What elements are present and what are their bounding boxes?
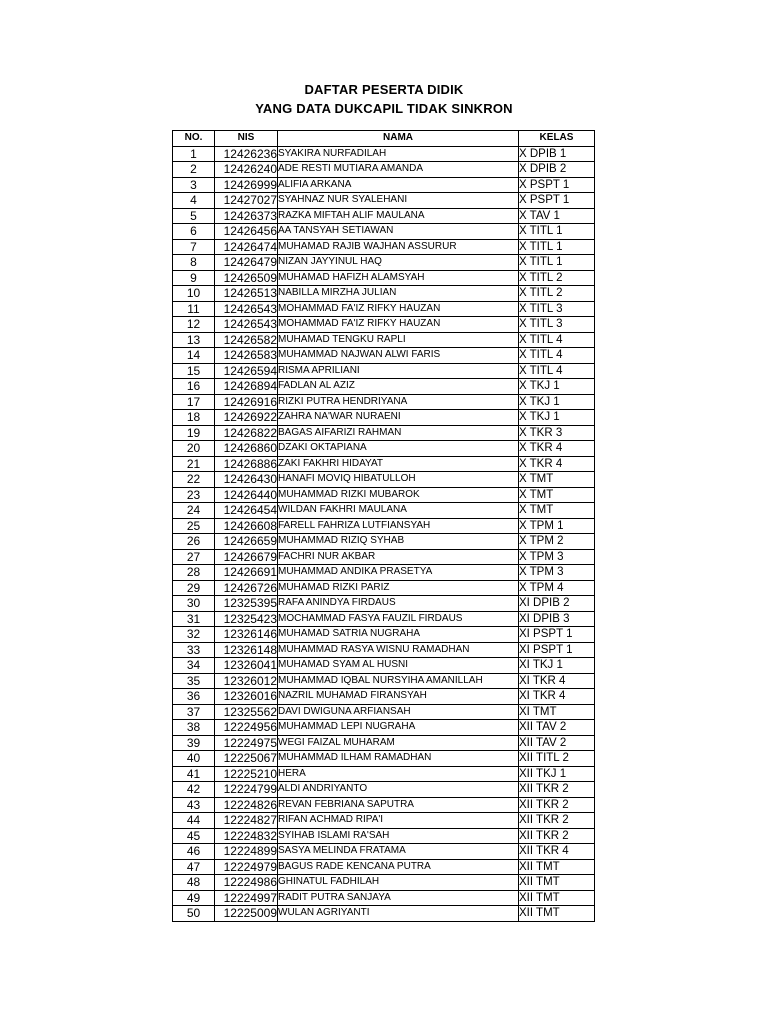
- cell-no: 18: [173, 410, 215, 426]
- header-kelas: KELAS: [519, 131, 595, 147]
- cell-nis: 12325423: [215, 611, 278, 627]
- cell-nis: 12225009: [215, 906, 278, 922]
- cell-nis: 12426608: [215, 518, 278, 534]
- table-row: [173, 859, 595, 875]
- table-row: [173, 456, 595, 472]
- cell-no: 1: [173, 146, 215, 162]
- cell-nama: ZAKI FAKHRI HIDAYAT: [278, 456, 519, 472]
- table-row: [173, 534, 595, 550]
- table-row: [173, 658, 595, 674]
- table-row: [173, 286, 595, 302]
- cell-kelas: X TITL 1: [519, 224, 595, 240]
- cell-nama: HERA: [278, 766, 519, 782]
- cell-nama: WULAN AGRIYANTI: [278, 906, 519, 922]
- cell-nama: RADIT PUTRA SANJAYA: [278, 890, 519, 906]
- cell-kelas: X TPM 3: [519, 549, 595, 565]
- cell-nama: MUHAMAD SATRIA NUGRAHA: [278, 627, 519, 643]
- cell-kelas: XII TMT: [519, 890, 595, 906]
- cell-nama: NIZAN JAYYINUL HAQ: [278, 255, 519, 271]
- cell-kelas: XI TMT: [519, 704, 595, 720]
- cell-kelas: X PSPT 1: [519, 177, 595, 193]
- cell-kelas: XII TAV 2: [519, 720, 595, 736]
- cell-nis: 12224979: [215, 859, 278, 875]
- document-subtitle: YANG DATA DUKCAPIL TIDAK SINKRON: [255, 101, 513, 116]
- cell-nis: 12426594: [215, 363, 278, 379]
- table-row: [173, 410, 595, 426]
- table-row: [173, 224, 595, 240]
- cell-nis: 12426430: [215, 472, 278, 488]
- cell-nama: ZAHRA NA'WAR NURAENI: [278, 410, 519, 426]
- cell-no: 23: [173, 487, 215, 503]
- cell-nis: 12426236: [215, 146, 278, 162]
- table-row: [173, 906, 595, 922]
- cell-nama: MUHAMMAD LEPI NUGRAHA: [278, 720, 519, 736]
- cell-kelas: X TITL 1: [519, 255, 595, 271]
- cell-no: 33: [173, 642, 215, 658]
- cell-nama: MUHAMMAD ANDIKA PRASETYA: [278, 565, 519, 581]
- table-row: [173, 162, 595, 178]
- cell-kelas: XII TKR 2: [519, 782, 595, 798]
- cell-nis: 12224986: [215, 875, 278, 891]
- cell-no: 4: [173, 193, 215, 209]
- table-row: [173, 844, 595, 860]
- cell-kelas: X TITL 4: [519, 363, 595, 379]
- cell-no: 25: [173, 518, 215, 534]
- table-row: [173, 720, 595, 736]
- cell-no: 5: [173, 208, 215, 224]
- table-row: [173, 425, 595, 441]
- cell-nama: HANAFI MOVIQ HIBATULLOH: [278, 472, 519, 488]
- cell-nis: 12224832: [215, 828, 278, 844]
- table-row: [173, 255, 595, 271]
- cell-no: 37: [173, 704, 215, 720]
- cell-no: 11: [173, 301, 215, 317]
- cell-nis: 12426583: [215, 348, 278, 364]
- cell-nama: MUHAMMAD RIZIQ SYHAB: [278, 534, 519, 550]
- cell-no: 6: [173, 224, 215, 240]
- cell-no: 34: [173, 658, 215, 674]
- table-row: [173, 379, 595, 395]
- cell-nis: 12426691: [215, 565, 278, 581]
- cell-nama: RIZKI PUTRA HENDRIYANA: [278, 394, 519, 410]
- cell-nama: SYIHAB ISLAMI RA'SAH: [278, 828, 519, 844]
- cell-nis: 12426440: [215, 487, 278, 503]
- cell-no: 20: [173, 441, 215, 457]
- cell-no: 14: [173, 348, 215, 364]
- table-row: [173, 704, 595, 720]
- cell-no: 30: [173, 596, 215, 612]
- table-row: [173, 673, 595, 689]
- cell-no: 39: [173, 735, 215, 751]
- table-row: [173, 363, 595, 379]
- cell-no: 7: [173, 239, 215, 255]
- cell-kelas: X TMT: [519, 472, 595, 488]
- cell-nis: 12426474: [215, 239, 278, 255]
- table-row: [173, 441, 595, 457]
- table-header-row: [173, 131, 595, 147]
- cell-kelas: XI PSPT 1: [519, 642, 595, 658]
- cell-nama: RAZKA MIFTAH ALIF MAULANA: [278, 208, 519, 224]
- cell-kelas: X TKJ 1: [519, 379, 595, 395]
- cell-nama: FADLAN AL AZIZ: [278, 379, 519, 395]
- cell-nis: 12426456: [215, 224, 278, 240]
- cell-kelas: X TPM 4: [519, 580, 595, 596]
- cell-nama: BAGUS RADE KENCANA PUTRA: [278, 859, 519, 875]
- table-row: [173, 642, 595, 658]
- cell-nama: MUHAMAD SYAM AL HUSNI: [278, 658, 519, 674]
- cell-nis: 12224826: [215, 797, 278, 813]
- cell-nama: MUHAMMAD IQBAL NURSYIHA AMANILLAH: [278, 673, 519, 689]
- cell-no: 29: [173, 580, 215, 596]
- cell-no: 40: [173, 751, 215, 767]
- cell-kelas: X TITL 3: [519, 317, 595, 333]
- cell-no: 17: [173, 394, 215, 410]
- table-row: [173, 239, 595, 255]
- table-row: [173, 317, 595, 333]
- cell-nama: MUHAMAD RAJIB WAJHAN ASSURUR: [278, 239, 519, 255]
- cell-kelas: X TKR 3: [519, 425, 595, 441]
- cell-no: 43: [173, 797, 215, 813]
- cell-kelas: X TMT: [519, 487, 595, 503]
- table-row: [173, 689, 595, 705]
- cell-no: 12: [173, 317, 215, 333]
- cell-nis: 12325562: [215, 704, 278, 720]
- cell-nis: 12224799: [215, 782, 278, 798]
- student-table: [172, 130, 595, 922]
- cell-nis: 12224899: [215, 844, 278, 860]
- cell-nama: BAGAS AIFARIZI RAHMAN: [278, 425, 519, 441]
- cell-kelas: XI TKR 4: [519, 673, 595, 689]
- cell-nama: AA TANSYAH SETIAWAN: [278, 224, 519, 240]
- cell-no: 31: [173, 611, 215, 627]
- cell-nis: 12426373: [215, 208, 278, 224]
- cell-kelas: XI TKR 4: [519, 689, 595, 705]
- cell-kelas: X TITL 2: [519, 270, 595, 286]
- cell-nama: SYAKIRA NURFADILAH: [278, 146, 519, 162]
- table-row: [173, 580, 595, 596]
- cell-nis: 12326016: [215, 689, 278, 705]
- cell-no: 44: [173, 813, 215, 829]
- cell-kelas: XII TMT: [519, 859, 595, 875]
- cell-kelas: XII TKR 2: [519, 813, 595, 829]
- header-nis: NIS: [215, 131, 278, 147]
- cell-kelas: XI DPIB 2: [519, 596, 595, 612]
- cell-nis: 12426479: [215, 255, 278, 271]
- table-row: [173, 193, 595, 209]
- cell-no: 36: [173, 689, 215, 705]
- table-row: [173, 487, 595, 503]
- cell-nis: 12426582: [215, 332, 278, 348]
- table-row: [173, 875, 595, 891]
- table-row: [173, 890, 595, 906]
- cell-nis: 12225210: [215, 766, 278, 782]
- table-row: [173, 208, 595, 224]
- cell-nama: SYAHNAZ NUR SYALEHANI: [278, 193, 519, 209]
- cell-nis: 12326041: [215, 658, 278, 674]
- cell-nis: 12224997: [215, 890, 278, 906]
- cell-no: 9: [173, 270, 215, 286]
- header-nama: NAMA: [278, 131, 519, 147]
- cell-no: 49: [173, 890, 215, 906]
- cell-nis: 12426726: [215, 580, 278, 596]
- cell-no: 24: [173, 503, 215, 519]
- cell-no: 13: [173, 332, 215, 348]
- cell-no: 38: [173, 720, 215, 736]
- cell-no: 27: [173, 549, 215, 565]
- table-row: [173, 270, 595, 286]
- table-row: [173, 766, 595, 782]
- cell-nama: MOHAMMAD FA'IZ RIFKY HAUZAN: [278, 317, 519, 333]
- cell-kelas: X TPM 2: [519, 534, 595, 550]
- cell-kelas: X TKJ 1: [519, 410, 595, 426]
- cell-nama: FACHRI NUR AKBAR: [278, 549, 519, 565]
- cell-kelas: XII TMT: [519, 875, 595, 891]
- cell-nis: 12426886: [215, 456, 278, 472]
- cell-nama: SASYA MELINDA FRATAMA: [278, 844, 519, 860]
- cell-kelas: XII TKR 4: [519, 844, 595, 860]
- cell-no: 10: [173, 286, 215, 302]
- cell-no: 45: [173, 828, 215, 844]
- table-row: [173, 782, 595, 798]
- cell-nama: DAVI DWIGUNA ARFIANSAH: [278, 704, 519, 720]
- cell-no: 28: [173, 565, 215, 581]
- cell-no: 22: [173, 472, 215, 488]
- cell-nis: 12224827: [215, 813, 278, 829]
- cell-no: 8: [173, 255, 215, 271]
- cell-nama: RISMA APRILIANI: [278, 363, 519, 379]
- table-row: [173, 518, 595, 534]
- cell-no: 3: [173, 177, 215, 193]
- table-row: [173, 828, 595, 844]
- table-row: [173, 348, 595, 364]
- cell-no: 15: [173, 363, 215, 379]
- cell-nama: MUHAMAD TENGKU RAPLI: [278, 332, 519, 348]
- cell-kelas: X TITL 2: [519, 286, 595, 302]
- cell-no: 41: [173, 766, 215, 782]
- cell-nama: MOCHAMMAD FASYA FAUZIL FIRDAUS: [278, 611, 519, 627]
- cell-nama: NAZRIL MUHAMAD FIRANSYAH: [278, 689, 519, 705]
- cell-nis: 12325395: [215, 596, 278, 612]
- cell-nama: RAFA ANINDYA FIRDAUS: [278, 596, 519, 612]
- table-row: [173, 472, 595, 488]
- cell-kelas: X TAV 1: [519, 208, 595, 224]
- cell-nama: MUHAMMAD RASYA WISNU RAMADHAN: [278, 642, 519, 658]
- cell-nama: WEGI FAIZAL MUHARAM: [278, 735, 519, 751]
- cell-nis: 12426240: [215, 162, 278, 178]
- cell-nis: 12326146: [215, 627, 278, 643]
- cell-nis: 12426679: [215, 549, 278, 565]
- table-row: [173, 394, 595, 410]
- cell-no: 26: [173, 534, 215, 550]
- cell-nama: GHINATUL FADHILAH: [278, 875, 519, 891]
- cell-no: 46: [173, 844, 215, 860]
- cell-nama: MUHAMAD RIZKI PARIZ: [278, 580, 519, 596]
- document-title: DAFTAR PESERTA DIDIK: [304, 82, 464, 97]
- cell-kelas: X TITL 3: [519, 301, 595, 317]
- cell-no: 48: [173, 875, 215, 891]
- cell-kelas: X TKR 4: [519, 456, 595, 472]
- cell-kelas: X TMT: [519, 503, 595, 519]
- table-row: [173, 797, 595, 813]
- cell-nis: 12426894: [215, 379, 278, 395]
- cell-nama: WILDAN FAKHRI MAULANA: [278, 503, 519, 519]
- cell-nis: 12426509: [215, 270, 278, 286]
- cell-nis: 12426822: [215, 425, 278, 441]
- cell-kelas: X TPM 3: [519, 565, 595, 581]
- table-row: [173, 301, 595, 317]
- cell-kelas: XI DPIB 3: [519, 611, 595, 627]
- cell-kelas: X TKR 4: [519, 441, 595, 457]
- table-row: [173, 503, 595, 519]
- cell-kelas: XI TKJ 1: [519, 658, 595, 674]
- cell-kelas: XII TMT: [519, 906, 595, 922]
- cell-nama: MOHAMMAD FA'IZ RIFKY HAUZAN: [278, 301, 519, 317]
- cell-kelas: X TKJ 1: [519, 394, 595, 410]
- cell-nis: 12426916: [215, 394, 278, 410]
- table-row: [173, 146, 595, 162]
- cell-nis: 12426922: [215, 410, 278, 426]
- cell-no: 50: [173, 906, 215, 922]
- cell-nis: 12326148: [215, 642, 278, 658]
- cell-nama: ALIFIA ARKANA: [278, 177, 519, 193]
- cell-nama: MUHAMMAD ILHAM RAMADHAN: [278, 751, 519, 767]
- cell-kelas: X TPM 1: [519, 518, 595, 534]
- cell-no: 2: [173, 162, 215, 178]
- cell-kelas: X DPIB 2: [519, 162, 595, 178]
- cell-kelas: X TITL 4: [519, 332, 595, 348]
- cell-kelas: XII TKR 2: [519, 828, 595, 844]
- cell-nis: 12426543: [215, 317, 278, 333]
- cell-no: 19: [173, 425, 215, 441]
- cell-nis: 12224956: [215, 720, 278, 736]
- cell-nis: 12427027: [215, 193, 278, 209]
- table-row: [173, 611, 595, 627]
- cell-kelas: X TITL 1: [519, 239, 595, 255]
- cell-nama: MUHAMMAD RIZKI MUBAROK: [278, 487, 519, 503]
- cell-kelas: XI PSPT 1: [519, 627, 595, 643]
- cell-nis: 12326012: [215, 673, 278, 689]
- cell-nis: 12225067: [215, 751, 278, 767]
- cell-kelas: X TITL 4: [519, 348, 595, 364]
- header-no: NO.: [173, 131, 215, 147]
- cell-nama: ADE RESTI MUTIARA AMANDA: [278, 162, 519, 178]
- cell-kelas: X PSPT 1: [519, 193, 595, 209]
- cell-nama: RIFAN ACHMAD RIPA'I: [278, 813, 519, 829]
- table-row: [173, 177, 595, 193]
- table-row: [173, 596, 595, 612]
- table-row: [173, 751, 595, 767]
- cell-nama: FARELL FAHRIZA LUTFIANSYAH: [278, 518, 519, 534]
- cell-nis: 12426513: [215, 286, 278, 302]
- cell-no: 42: [173, 782, 215, 798]
- cell-kelas: X DPIB 1: [519, 146, 595, 162]
- cell-kelas: XII TKJ 1: [519, 766, 595, 782]
- cell-no: 47: [173, 859, 215, 875]
- cell-no: 35: [173, 673, 215, 689]
- cell-nama: REVAN FEBRIANA SAPUTRA: [278, 797, 519, 813]
- cell-nis: 12426999: [215, 177, 278, 193]
- table-row: [173, 813, 595, 829]
- cell-kelas: XII TKR 2: [519, 797, 595, 813]
- table-row: [173, 549, 595, 565]
- cell-no: 32: [173, 627, 215, 643]
- cell-kelas: XII TAV 2: [519, 735, 595, 751]
- cell-nama: DZAKI OKTAPIANA: [278, 441, 519, 457]
- cell-no: 16: [173, 379, 215, 395]
- cell-nama: MUHAMMAD NAJWAN ALWI FARIS: [278, 348, 519, 364]
- table-row: [173, 735, 595, 751]
- cell-nis: 12224975: [215, 735, 278, 751]
- cell-nis: 12426860: [215, 441, 278, 457]
- table-row: [173, 332, 595, 348]
- cell-nama: ALDI ANDRIYANTO: [278, 782, 519, 798]
- cell-nama: MUHAMAD HAFIZH ALAMSYAH: [278, 270, 519, 286]
- table-row: [173, 565, 595, 581]
- cell-nama: NABILLA MIRZHA JULIAN: [278, 286, 519, 302]
- cell-nis: 12426659: [215, 534, 278, 550]
- table-row: [173, 627, 595, 643]
- cell-no: 21: [173, 456, 215, 472]
- cell-kelas: XII TITL 2: [519, 751, 595, 767]
- cell-nis: 12426454: [215, 503, 278, 519]
- cell-nis: 12426543: [215, 301, 278, 317]
